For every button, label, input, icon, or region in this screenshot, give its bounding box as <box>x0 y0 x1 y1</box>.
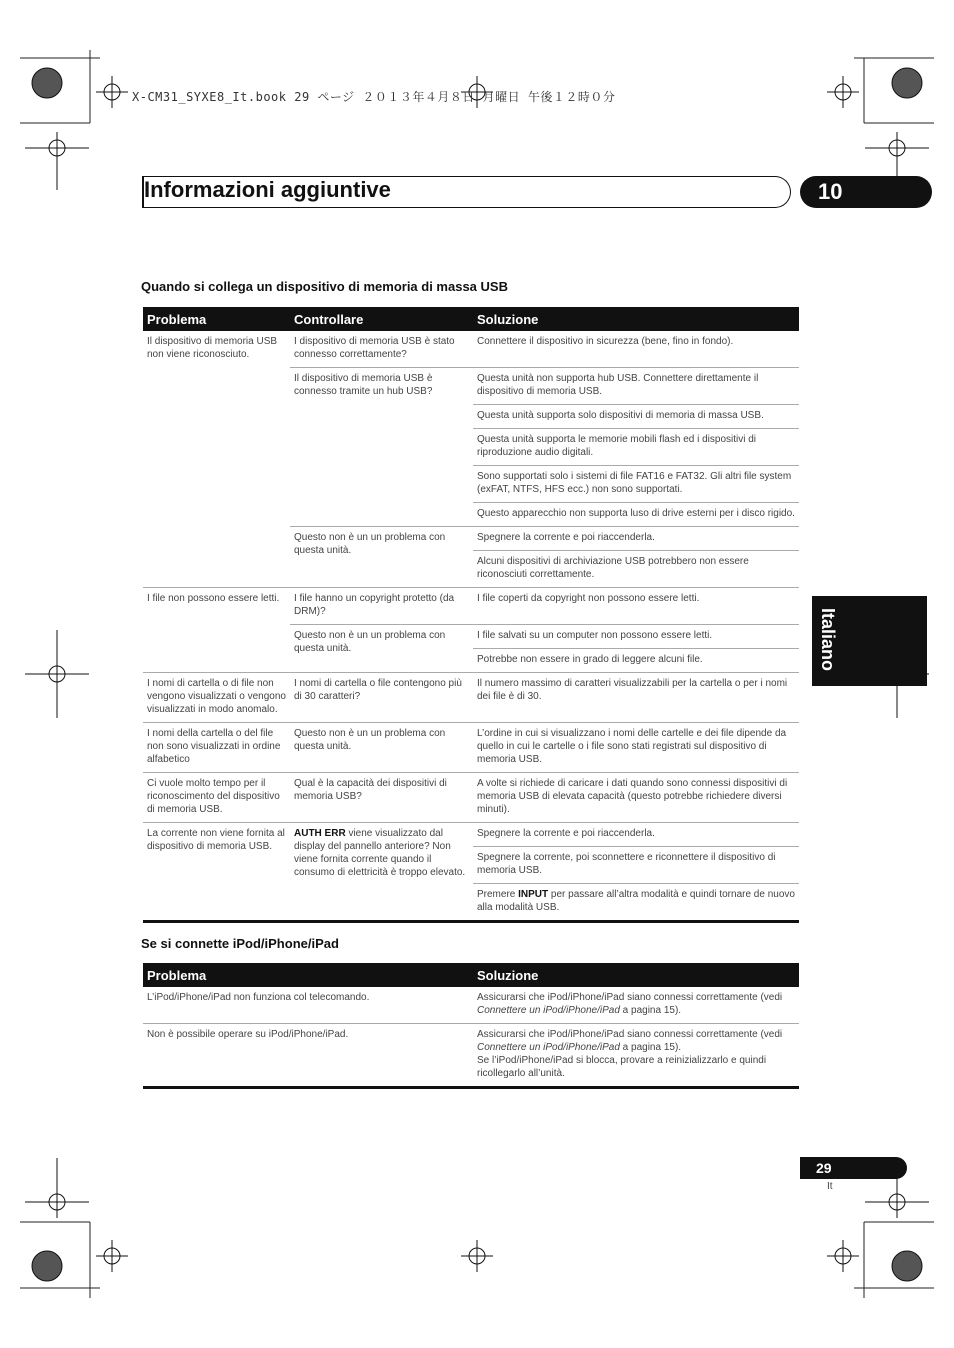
usb-section-title: Quando si collega un dispositivo di memoria di massa USB <box>141 279 508 294</box>
problem-cell: Non è possibile operare su iPod/iPhone/iPad. <box>147 1029 349 1040</box>
solution-cell: Spegnere la corrente e poi riaccenderla. <box>473 527 799 551</box>
problem-cell: I nomi di cartella o di file non vengono visualizzati o vengono visualizzati in modo anomalo. <box>143 673 290 723</box>
solution-cell: I file coperti da copyright non possono essere letti. <box>473 588 799 625</box>
problem-cell: I nomi della cartella o del file non sono visualizzati in ordine alfabetico <box>143 723 290 773</box>
usb-troubleshooting-table <box>143 307 799 923</box>
solution-cell: Il numero massimo di caratteri visualizzabili per la cartella o per i nomi dei file è di 30. <box>473 673 799 723</box>
solution-cell: I file salvati su un computer non possono essere letti. <box>473 625 799 649</box>
table-row <box>143 331 799 368</box>
solution-cell: A volte si richiede di caricare i dati quando sono connessi dispositivi di memoria USB di elevata capacità (questo potrebbe richiedere diversi minuti). <box>473 773 799 823</box>
solution-cell: Connettere il dispositivo in sicurezza (bene, fino in fondo). <box>473 331 799 368</box>
check-cell <box>290 823 473 921</box>
solution-cell: Questa unità non supporta hub USB. Connettere direttamente il dispositivo di memoria USB. <box>473 368 799 405</box>
check-cell: I dispositivo di memoria USB è stato connesso correttamente? <box>290 331 473 368</box>
check-cell: Questo non è un un problema con questa unità. <box>290 625 473 673</box>
solution-cell: L’ordine in cui si visualizzano i nomi delle cartelle e dei file dipende da quello in cui le cartelle o i file sono stati registrati sul dispositivo di memoria USB. <box>473 723 799 773</box>
reference-title: Connettere un iPod/iPhone/iPad <box>477 1042 620 1053</box>
book-file-line: X-CM31_SYXE8_It.book 29 ページ ２０１３年４月８日 月曜日 午後１２時０分 <box>132 90 616 104</box>
solution-cell: Questa unità supporta solo dispositivi di memoria di massa USB. <box>473 405 799 429</box>
header-problema: Problema <box>143 307 290 331</box>
reference-title: Connettere un iPod/iPhone/iPad <box>477 1005 620 1016</box>
header-controllare: Controllare <box>290 307 473 331</box>
page-language-code: It <box>827 1181 833 1192</box>
solution-cell: Questa unità supporta le memorie mobili flash ed i dispositivi di riproduzione audio digitali. <box>473 429 799 466</box>
chapter-title: Informazioni aggiuntive <box>144 177 391 202</box>
solution-cell: Alcuni dispositivi di archiviazione USB potrebbero non essere riconosciuti correttamente. <box>473 551 799 588</box>
solution-cell: Spegnere la corrente, poi sconnettere e riconnettere il dispositivo di memoria USB. <box>473 847 799 884</box>
solution-text: a pagina 15). <box>619 1005 682 1016</box>
solution-text: a pagina 15). <box>619 1042 682 1053</box>
check-cell: I file hanno un copyright protetto (da DRM)? <box>290 588 473 625</box>
solution-text: Premere <box>477 889 519 900</box>
solution-cell: Questo apparecchio non supporta luso di drive esterni per i disco rigido. <box>473 503 799 527</box>
solution-cell: Sono supportati solo i sistemi di file FAT16 e FAT32. Gli altri file system (exFAT, NTFS, HFS ecc.) non sono supportati. <box>473 466 799 503</box>
table-bottom-rule <box>143 920 799 923</box>
check-cell: Questo non è un un problema con questa unità. <box>290 723 473 773</box>
table-row <box>143 723 799 773</box>
problem-cell: La corrente non viene fornita al dispositivo di memoria USB. <box>147 828 285 852</box>
ipod-troubleshooting-table <box>143 963 799 1089</box>
header-problema: Problema <box>143 963 473 987</box>
problem-cell: Ci vuole molto tempo per il riconoscimento del dispositivo di memoria USB. <box>143 773 290 823</box>
check-cell: I nomi di cartella o file contengono più di 30 caratteri? <box>290 673 473 723</box>
table-bottom-rule <box>143 1086 799 1089</box>
solution-cell: Spegnere la corrente e poi riaccenderla. <box>473 823 799 847</box>
solution-cell <box>473 884 799 921</box>
auth-err-label: AUTH ERR <box>294 828 346 839</box>
chapter-number: 10 <box>800 176 932 208</box>
solution-cell <box>473 1024 799 1087</box>
table-row <box>143 987 799 1024</box>
table-row <box>143 588 799 625</box>
check-text: viene visualizzato dal display del pannello anteriore? Non viene fornita corrente quando il consumo di elettricità è troppo elevato. <box>294 828 466 878</box>
table-row <box>143 823 799 847</box>
solution-text: Assicurarsi che iPod/iPhone/iPad siano connessi correttamente (vedi <box>477 992 783 1003</box>
header-soluzione: Soluzione <box>473 963 799 987</box>
ipod-section-title: Se si connette iPod/iPhone/iPad <box>141 936 339 951</box>
solution-text: Assicurarsi che iPod/iPhone/iPad siano connessi correttamente (vedi <box>477 1029 783 1040</box>
table-row <box>143 773 799 823</box>
check-cell: Questo non è un un problema con questa unità. <box>290 527 473 588</box>
solution-text: per passare all’altra modalità e quindi tornare de nuovo alla modalità USB. <box>477 889 795 913</box>
table-row <box>143 673 799 723</box>
input-label: INPUT <box>518 889 549 900</box>
check-cell: Qual è la capacità dei dispositivi di memoria USB? <box>290 773 473 823</box>
page-number: 29 <box>800 1157 907 1179</box>
header-soluzione: Soluzione <box>473 307 799 331</box>
solution-cell <box>473 987 799 1024</box>
solution-cell: Potrebbe non essere in grado di leggere alcuni file. <box>473 649 799 673</box>
table-row <box>143 1024 799 1087</box>
problem-cell: I file non possono essere letti. <box>143 588 290 673</box>
language-label: Italiano <box>818 608 838 672</box>
solution-text: Se l’iPod/iPhone/iPad si blocca, provare a reinizializzarlo e quindi ricollegarlo all’unità. <box>477 1055 767 1079</box>
check-cell: Il dispositivo di memoria USB è connesso tramite un hub USB? <box>290 368 473 527</box>
problem-cell: Il dispositivo di memoria USB non viene riconosciuto. <box>143 331 290 588</box>
problem-cell: L’iPod/iPhone/iPad non funziona col telecomando. <box>143 987 473 1024</box>
